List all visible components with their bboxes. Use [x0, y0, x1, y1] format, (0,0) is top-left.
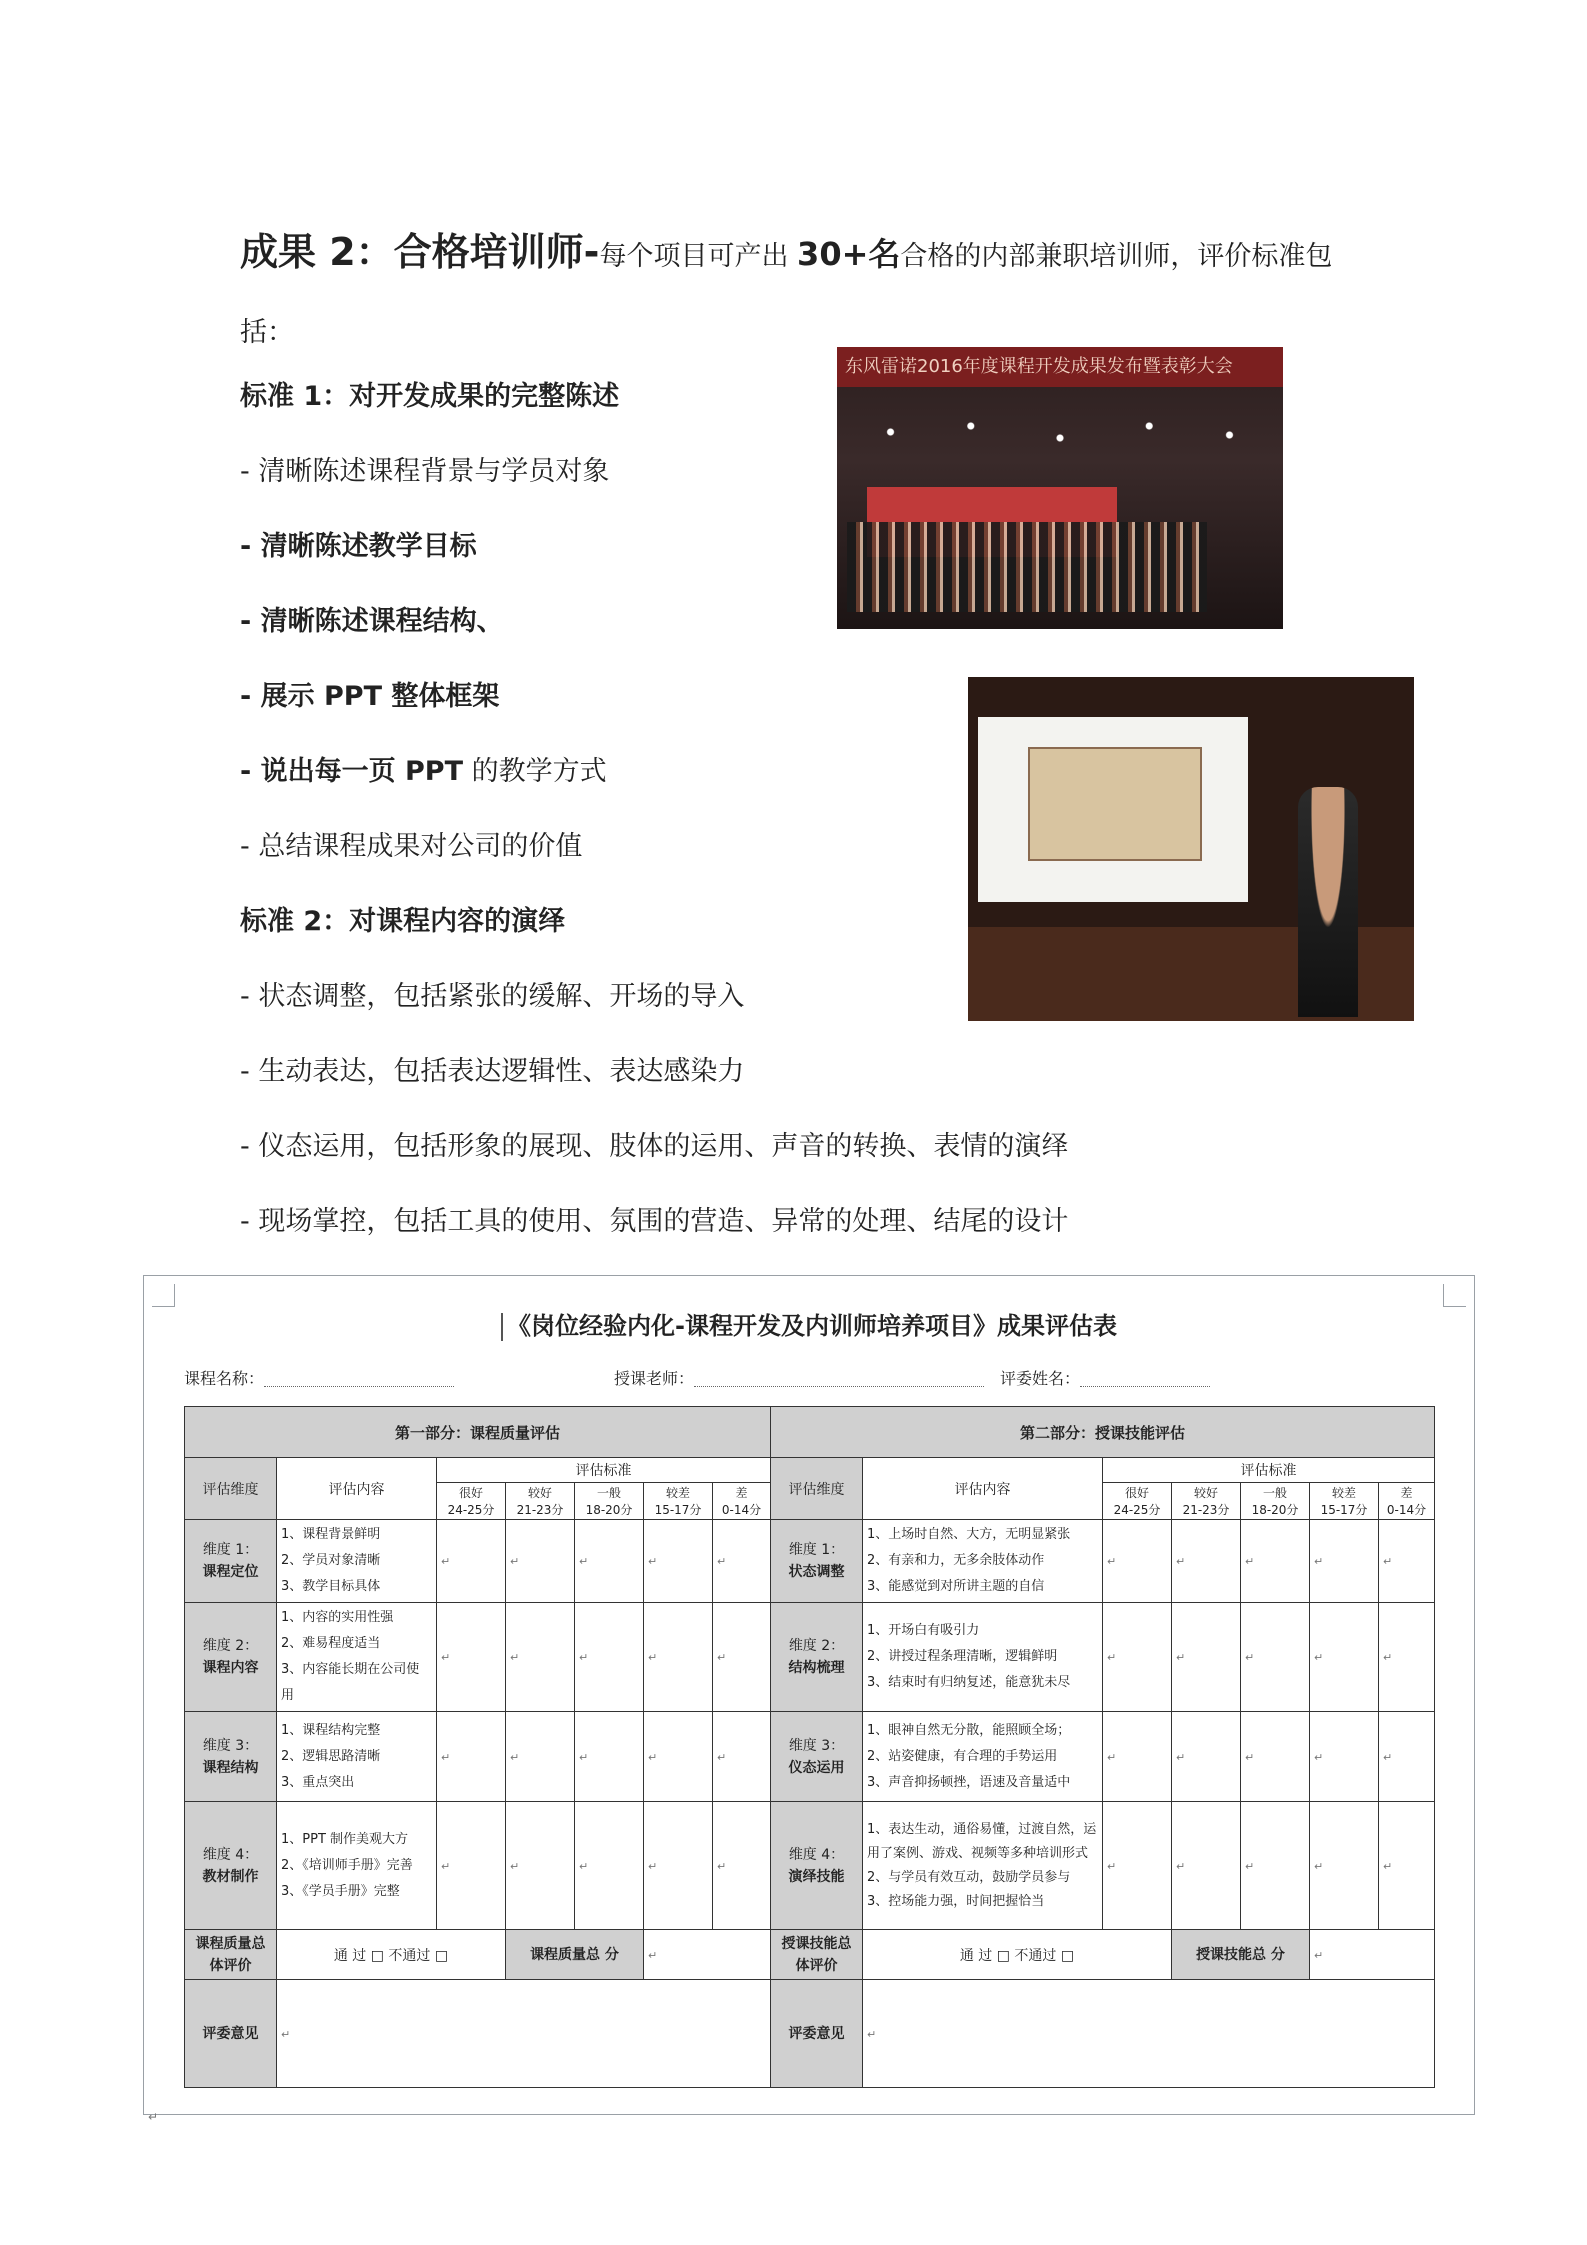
course-name-field[interactable]: 课程名称： — [184, 1366, 454, 1389]
content-cell: 1、上场时自然、大方，无明显紧张 2、有亲和力，无多余肢体动作 3、能感觉到对所讲主题的自信 — [863, 1520, 1103, 1603]
score-cell[interactable]: ↵ — [575, 1802, 644, 1930]
content-header: 评估内容 — [277, 1458, 437, 1520]
score-cell[interactable]: ↵ — [437, 1520, 506, 1603]
score-cell[interactable]: ↵ — [437, 1802, 506, 1930]
right-score-cell[interactable]: ↵ — [1310, 1930, 1435, 1980]
dimension-cell: 维度 2： 结构梳理 — [771, 1603, 863, 1712]
score-cell[interactable]: ↵ — [1103, 1802, 1172, 1930]
score-cell[interactable]: ↵ — [506, 1520, 575, 1603]
score-cell[interactable]: ↵ — [644, 1520, 713, 1603]
score-cell[interactable]: ↵ — [1379, 1603, 1435, 1712]
projected-slide — [1028, 747, 1202, 861]
content-cell: 1、眼神自然无分散，能照顾全场； 2、站姿健康，有合理的手势运用 3、声音抑扬顿挫，语速及音量适中 — [863, 1712, 1103, 1802]
heading-count: 30+名 — [797, 235, 901, 273]
grade-header: 一般 18-20分 — [575, 1483, 644, 1520]
score-cell[interactable]: ↵ — [506, 1603, 575, 1712]
crowd — [847, 522, 1207, 612]
part1-header: 第一部分：课程质量评估 — [185, 1407, 771, 1458]
crop-mark-icon — [152, 1284, 175, 1307]
heading-text-a: 每个项目可产出 — [599, 241, 798, 272]
standard1-item-5 — [240, 749, 607, 788]
score-cell[interactable]: ↵ — [713, 1802, 771, 1930]
standard1-item-2: - 清晰陈述教学目标 — [240, 531, 477, 562]
grade-header: 差 0-14分 — [1379, 1483, 1435, 1520]
dimension-cell: 维度 1： 状态调整 — [771, 1520, 863, 1603]
group-photo — [837, 347, 1283, 629]
right-comment-label: 评委意见 — [771, 1980, 863, 2088]
grade-header: 较好 21-23分 — [1172, 1483, 1241, 1520]
score-cell[interactable]: ↵ — [437, 1603, 506, 1712]
left-pass-checkbox[interactable]: 通 过 □ 不通过 □ — [277, 1930, 506, 1980]
score-cell[interactable]: ↵ — [713, 1603, 771, 1712]
grade-header: 很好 24-25分 — [437, 1483, 506, 1520]
left-score-cell[interactable]: ↵ — [644, 1930, 771, 1980]
content-cell: 1、课程结构完整 2、逻辑思路清晰 3、重点突出 — [277, 1712, 437, 1802]
right-total-label: 授课技能总体评价 — [771, 1930, 863, 1980]
dimension-cell: 维度 2： 课程内容 — [185, 1603, 277, 1712]
standard2-item-2: - 生动表达，包括表达逻辑性、表达感染力 — [240, 1056, 745, 1087]
dimension-cell: 维度 4： 教材制作 — [185, 1802, 277, 1930]
dimension-cell: 维度 1： 课程定位 — [185, 1520, 277, 1603]
score-cell[interactable]: ↵ — [713, 1712, 771, 1802]
score-cell[interactable]: ↵ — [1310, 1603, 1379, 1712]
right-comment-field[interactable]: ↵ — [863, 1980, 1435, 2088]
score-cell[interactable]: ↵ — [1379, 1802, 1435, 1930]
standard2-item-1: - 状态调整，包括紧张的缓解、开场的导入 — [240, 981, 745, 1012]
text-cursor-icon — [501, 1313, 503, 1341]
score-cell[interactable]: ↵ — [506, 1802, 575, 1930]
score-cell[interactable]: ↵ — [506, 1712, 575, 1802]
dimension-cell: 维度 3： 课程结构 — [185, 1712, 277, 1802]
right-score-label: 授课技能总 分 — [1172, 1930, 1310, 1980]
grade-header: 很好 24-25分 — [1103, 1483, 1172, 1520]
left-comment-label: 评委意见 — [185, 1980, 277, 2088]
dimension-cell: 维度 4： 演绎技能 — [771, 1802, 863, 1930]
content-cell: 1、表达生动，通俗易懂，过渡自然，运用了案例、游戏、视频等多种培训形式 2、与学员有效互动，鼓励学员参与 3、控场能力强，时间把握恰当 — [863, 1802, 1103, 1930]
content-cell: 1、内容的实用性强 2、难易程度适当 3、内容能长期在公司使用 — [277, 1603, 437, 1712]
score-cell[interactable]: ↵ — [1172, 1603, 1241, 1712]
grade-header: 较差 15-17分 — [644, 1483, 713, 1520]
form-title: 《岗位经验内化-课程开发及内训师培养项目》成果评估表 — [144, 1306, 1474, 1341]
score-cell[interactable]: ↵ — [1172, 1520, 1241, 1603]
left-comment-field[interactable]: ↵ — [277, 1980, 771, 2088]
score-cell[interactable]: ↵ — [1103, 1603, 1172, 1712]
presenter — [1298, 787, 1358, 1017]
score-cell[interactable]: ↵ — [644, 1802, 713, 1930]
score-cell[interactable]: ↵ — [1241, 1603, 1310, 1712]
score-cell[interactable]: ↵ — [1172, 1712, 1241, 1802]
standard-header: 评估标准 — [1103, 1458, 1435, 1483]
score-cell[interactable]: ↵ — [575, 1712, 644, 1802]
dimension-header: 评估维度 — [185, 1458, 277, 1520]
dimension-cell: 维度 3： 仪态运用 — [771, 1712, 863, 1802]
standard-header: 评估标准 — [437, 1458, 771, 1483]
score-cell[interactable]: ↵ — [1241, 1802, 1310, 1930]
content-header: 评估内容 — [863, 1458, 1103, 1520]
crop-mark-icon — [1443, 1284, 1466, 1307]
score-cell[interactable]: ↵ — [713, 1520, 771, 1603]
content-cell: 1、开场白有吸引力 2、讲授过程条理清晰，逻辑鲜明 3、结束时有归纳复述，能意犹未尽 — [863, 1603, 1103, 1712]
grade-header: 差 0-14分 — [713, 1483, 771, 1520]
score-cell[interactable]: ↵ — [1103, 1712, 1172, 1802]
evaluation-form — [143, 1275, 1475, 2115]
standard1-item-1: - 清晰陈述课程背景与学员对象 — [240, 456, 610, 487]
presenter-photo — [968, 677, 1414, 1021]
standard2-item-4: - 现场掌控，包括工具的使用、氛围的营造、异常的处理、结尾的设计 — [240, 1206, 1069, 1237]
standard1-item-5-bold: - 说出每一页 PPT — [240, 756, 464, 787]
score-cell[interactable]: ↵ — [1310, 1802, 1379, 1930]
standard2-item-3: - 仪态运用，包括形象的展现、肢体的运用、声音的转换、表情的演绎 — [240, 1131, 1069, 1162]
score-cell[interactable]: ↵ — [1379, 1520, 1435, 1603]
score-cell[interactable]: ↵ — [575, 1603, 644, 1712]
score-cell[interactable]: ↵ — [1241, 1712, 1310, 1802]
score-cell[interactable]: ↵ — [575, 1520, 644, 1603]
grade-header: 较好 21-23分 — [506, 1483, 575, 1520]
teacher-field[interactable]: 授课老师： — [614, 1366, 984, 1389]
heading-title: 成果 2：合格培训师- — [240, 230, 600, 274]
judge-field[interactable]: 评委姓名： — [1000, 1366, 1210, 1389]
standard1-title: 标准 1：对开发成果的完整陈述 — [240, 381, 620, 412]
score-cell[interactable]: ↵ — [1310, 1520, 1379, 1603]
part2-header: 第二部分：授课技能评估 — [771, 1407, 1435, 1458]
score-cell[interactable]: ↵ — [644, 1712, 713, 1802]
content-cell: 1、PPT 制作美观大方 2、《培训师手册》完善 3、《学员手册》完整 — [277, 1802, 437, 1930]
left-score-label: 课程质量总 分 — [506, 1930, 644, 1980]
grade-header: 较差 15-17分 — [1310, 1483, 1379, 1520]
left-total-label: 课程质量总体评价 — [185, 1930, 277, 1980]
score-cell[interactable]: ↵ — [1241, 1520, 1310, 1603]
score-cell[interactable]: ↵ — [644, 1603, 713, 1712]
photo-banner: 东风雷诺2016年度课程开发成果发布暨表彰大会 — [837, 347, 1283, 387]
grade-header: 一般 18-20分 — [1241, 1483, 1310, 1520]
standard1-item-3: - 清晰陈述课程结构、 — [240, 606, 504, 637]
score-cell[interactable]: ↵ — [1172, 1802, 1241, 1930]
stage-lights — [837, 402, 1283, 462]
standard1-item-6: - 总结课程成果对公司的价值 — [240, 831, 583, 862]
dimension-header: 评估维度 — [771, 1458, 863, 1520]
score-cell[interactable]: ↵ — [1103, 1520, 1172, 1603]
right-pass-checkbox[interactable]: 通 过 □ 不通过 □ — [863, 1930, 1172, 1980]
score-cell[interactable]: ↵ — [1310, 1712, 1379, 1802]
content-cell: 1、课程背景鲜明 2、学员对象清晰 3、教学目标具体 — [277, 1520, 437, 1603]
score-cell[interactable]: ↵ — [1379, 1712, 1435, 1802]
standard2-title: 标准 2：对课程内容的演绎 — [240, 906, 566, 937]
paragraph-mark: ↵ — [148, 2110, 159, 2124]
evaluation-table — [184, 1406, 1435, 2088]
standard1-item-5-rest: 的教学方式 — [463, 756, 607, 787]
heading-text-b: 合格的内部兼职培训师，评价标准包 — [900, 241, 1333, 272]
standard1-item-4: - 展示 PPT 整体框架 — [240, 681, 500, 712]
heading-text-c: 括： — [240, 317, 294, 348]
score-cell[interactable]: ↵ — [437, 1712, 506, 1802]
